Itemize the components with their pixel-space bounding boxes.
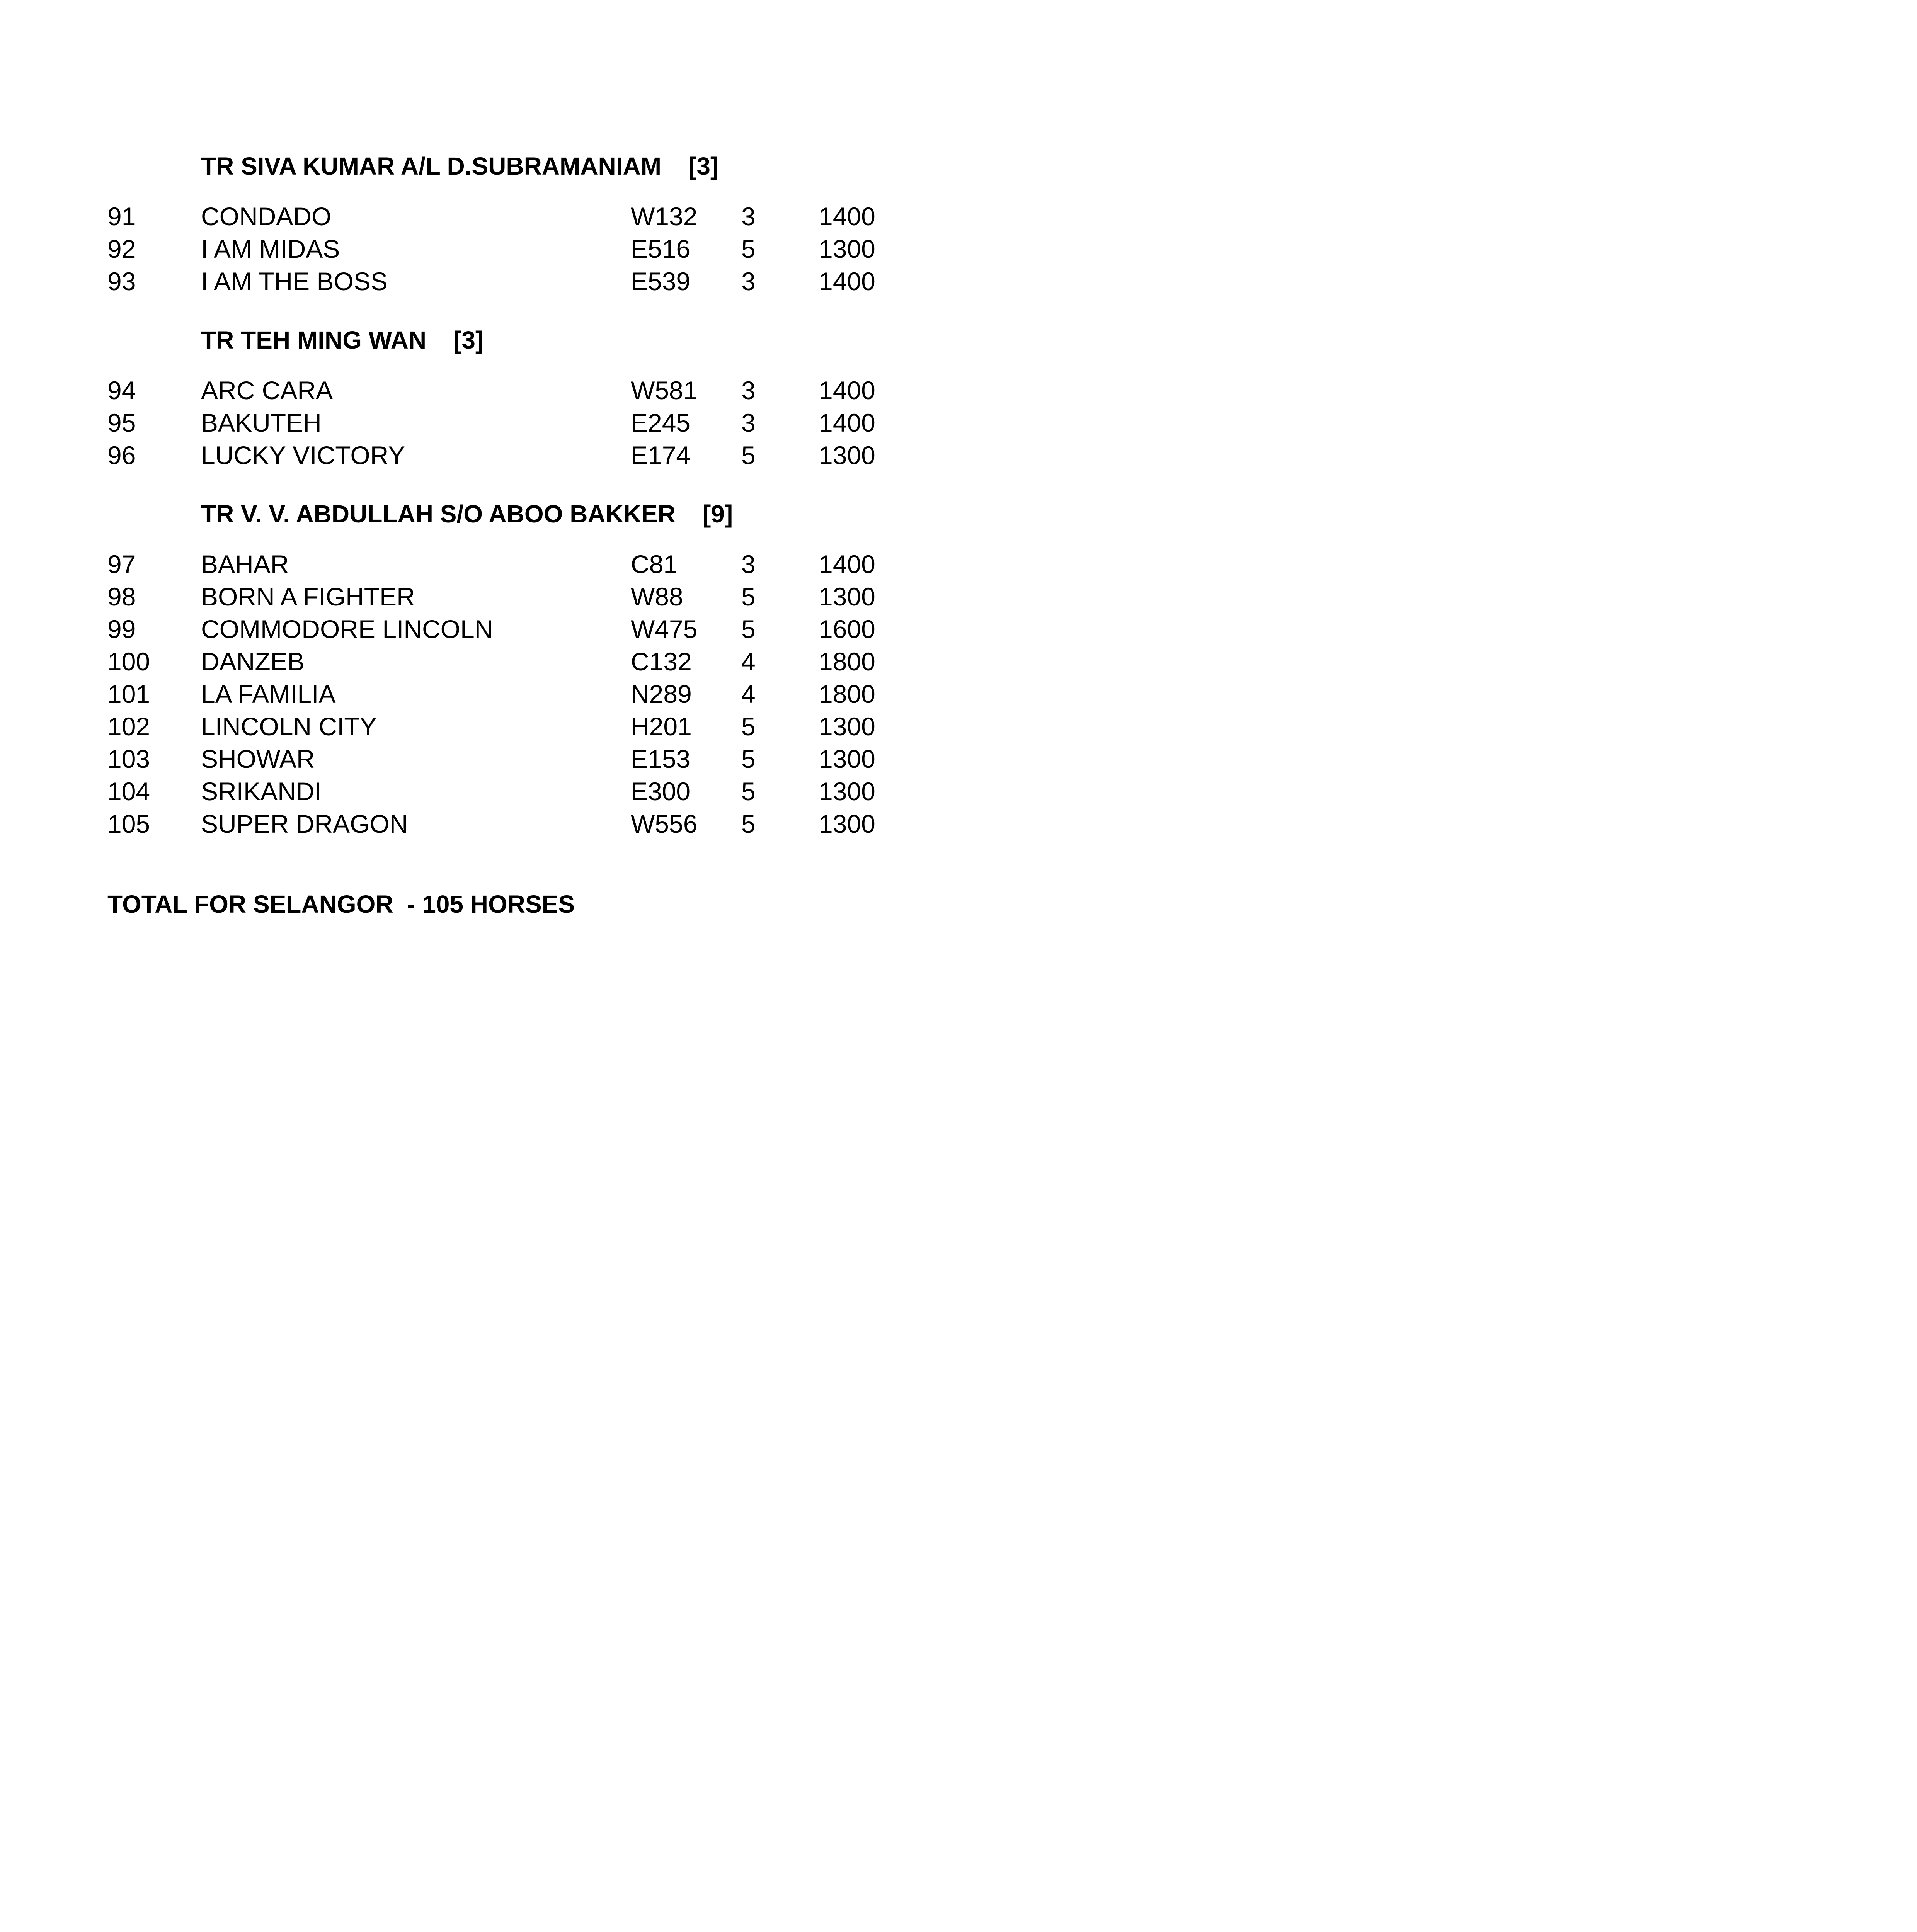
trainer-name: TR V. V. ABDULLAH S/O ABOO BAKKER [201,500,676,528]
horse-number: 97 [107,550,136,578]
horse-name: BAKUTEH [201,408,322,437]
horse-number: 99 [107,615,136,643]
horse-name: SUPER DRAGON [201,810,408,838]
horse-age: 5 [741,777,756,806]
horse-number: 103 [107,745,150,773]
horse-count: [9] [702,500,733,528]
horse-age: 4 [741,680,756,708]
horse-number: 98 [107,582,136,611]
horse-name: ARC CARA [201,376,333,405]
horse-name: CONDADO [201,202,332,231]
horse-number: 92 [107,235,136,263]
horse-age: 3 [741,408,756,437]
horse-code: H201 [631,712,692,741]
horse-count: [3] [688,152,719,180]
horse-number: 100 [107,647,150,676]
horse-number: 102 [107,712,150,741]
horse-name: BORN A FIGHTER [201,582,415,611]
horse-distance: 1400 [819,267,875,296]
horse-code: W132 [631,202,698,231]
horse-number: 105 [107,810,150,838]
horse-age: 5 [741,615,756,643]
horse-distance: 1300 [819,441,875,469]
horse-age: 5 [741,235,756,263]
horse-name: I AM MIDAS [201,235,340,263]
horse-number: 93 [107,267,136,296]
horse-name: DANZEB [201,647,305,676]
horse-code: E300 [631,777,691,806]
horse-name: BAHAR [201,550,289,578]
horse-code: N289 [631,680,692,708]
horse-number: 95 [107,408,136,437]
horse-distance: 1300 [819,712,875,741]
horse-code: E539 [631,267,691,296]
horse-distance: 1400 [819,550,875,578]
horse-number: 104 [107,777,150,806]
horse-number: 91 [107,202,136,231]
horse-distance: 1800 [819,647,875,676]
horse-code: E516 [631,235,691,263]
horse-name: LINCOLN CITY [201,712,377,741]
horse-distance: 1300 [819,235,875,263]
total-summary: TOTAL FOR SELANGOR - 105 HORSES [107,890,575,918]
horse-code: E153 [631,745,691,773]
horse-number: 96 [107,441,136,469]
horse-age: 5 [741,441,756,469]
horse-code: W556 [631,810,698,838]
horse-distance: 1800 [819,680,875,708]
horse-code: C132 [631,647,692,676]
horse-count: [3] [453,326,484,354]
horse-code: W475 [631,615,698,643]
horse-number: 94 [107,376,136,405]
horse-age: 5 [741,810,756,838]
horse-age: 3 [741,376,756,405]
horse-age: 3 [741,550,756,578]
horse-distance: 1300 [819,582,875,611]
horse-distance: 1400 [819,408,875,437]
horse-distance: 1300 [819,777,875,806]
horse-age: 5 [741,712,756,741]
horse-age: 5 [741,745,756,773]
horse-name: LA FAMILIA [201,680,336,708]
horse-name: COMMODORE LINCOLN [201,615,493,643]
horse-code: E245 [631,408,691,437]
horse-code: W88 [631,582,683,611]
horse-distance: 1600 [819,615,875,643]
horse-number: 101 [107,680,150,708]
horse-age: 3 [741,202,756,231]
horse-distance: 1300 [819,745,875,773]
horse-age: 3 [741,267,756,296]
horse-age: 4 [741,647,756,676]
trainer-heading [201,151,718,182]
trainer-name: TR SIVA KUMAR A/L D.SUBRAMANIAM [201,152,662,180]
horse-code: C81 [631,550,678,578]
horse-code: E174 [631,441,691,469]
trainer-heading [201,498,733,529]
horse-name: SHOWAR [201,745,315,773]
horse-name: SRIKANDI [201,777,322,806]
horse-distance: 1400 [819,202,875,231]
trainer-heading [201,325,484,355]
horse-distance: 1400 [819,376,875,405]
horse-distance: 1300 [819,810,875,838]
trainer-name: TR TEH MING WAN [201,326,427,354]
horse-age: 5 [741,582,756,611]
horse-name: LUCKY VICTORY [201,441,405,469]
horse-name: I AM THE BOSS [201,267,388,296]
horse-code: W581 [631,376,698,405]
